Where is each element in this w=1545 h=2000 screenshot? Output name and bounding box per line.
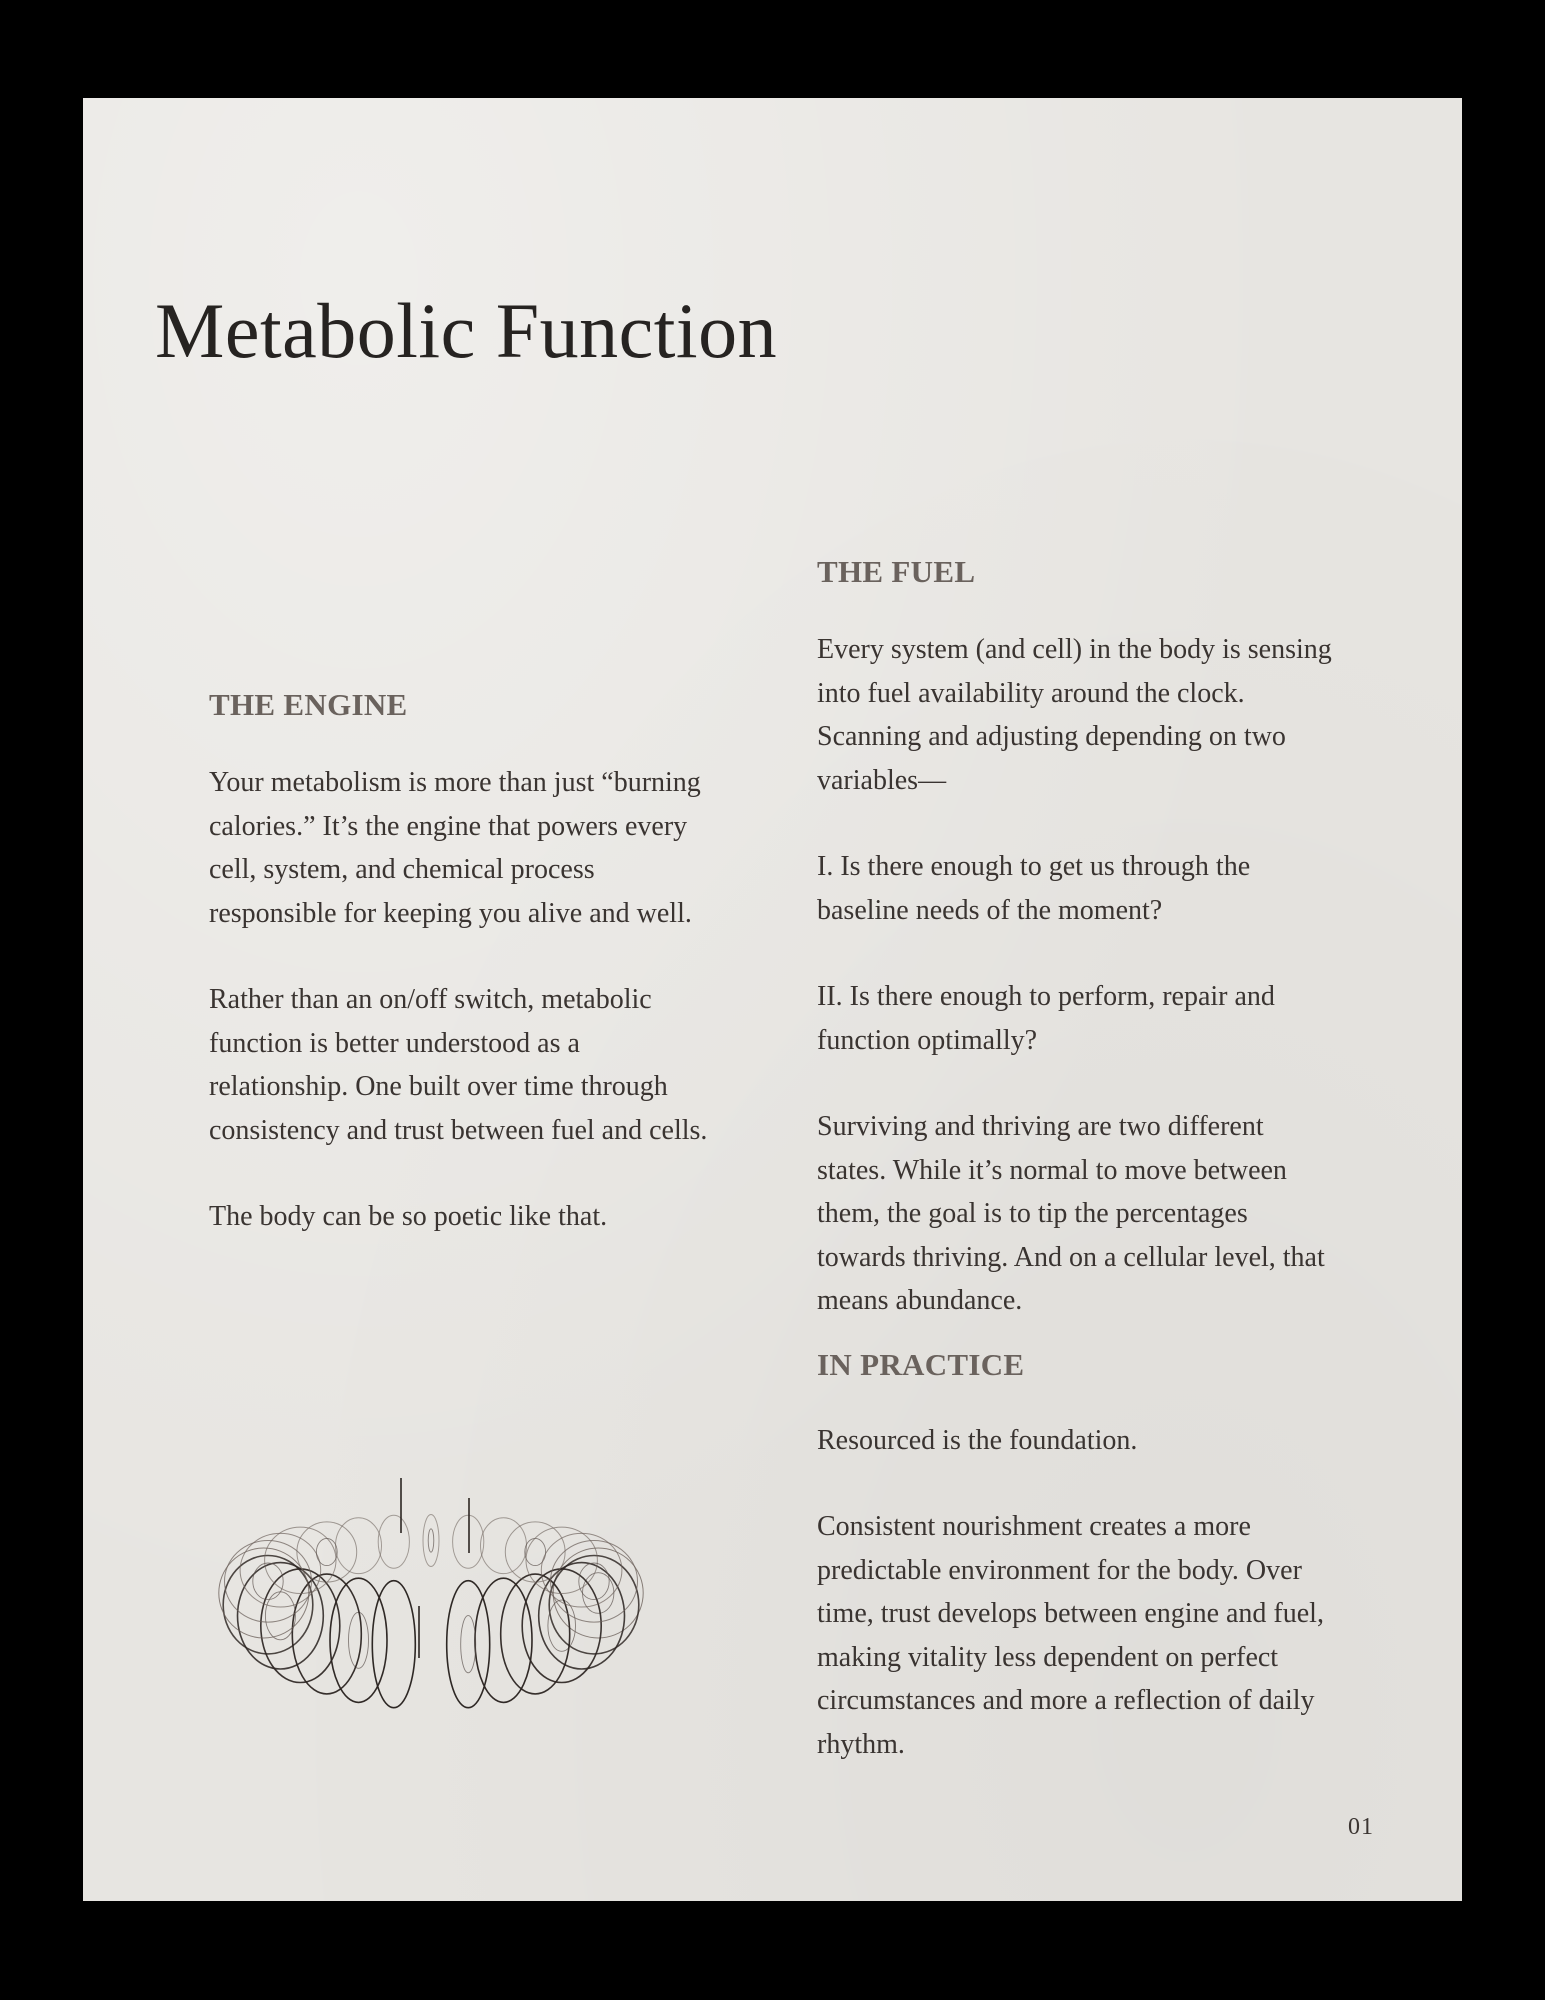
practice-heading: IN PRACTICE — [817, 1346, 1025, 1382]
fuel-paragraph: II. Is there enough to perform, repair and function optimally? — [817, 981, 1275, 1056]
engine-heading: THE ENGINE — [209, 687, 408, 722]
torus-inner-ring — [548, 1600, 576, 1651]
torus-ring — [549, 1556, 639, 1654]
document-page — [83, 98, 1462, 1901]
torus-ring — [297, 1522, 357, 1582]
torus-ring — [505, 1522, 565, 1582]
torus-ring — [501, 1574, 570, 1694]
fuel-paragraph: I. Is there enough to get us through the baseline needs of the moment? — [817, 851, 1251, 926]
page-number: 01 — [1348, 1814, 1374, 1840]
torus-inner-ring — [461, 1616, 476, 1673]
torus-inner-ring — [428, 1529, 434, 1552]
torus-ring — [223, 1556, 313, 1654]
engine-paragraph: Your metabolism is more than just “burning calories.” It’s the engine that powers every cell, system, and chemical process responsible for keeping you alive and well. — [209, 767, 701, 929]
torus-ring — [372, 1581, 415, 1708]
torus-inner-ring — [316, 1538, 337, 1565]
torus-ring — [551, 1541, 638, 1623]
torus-ring — [225, 1541, 312, 1623]
torus-ring — [423, 1515, 439, 1567]
torus-ring — [522, 1569, 601, 1683]
torus-ring — [261, 1569, 340, 1683]
engine-paragraph: Rather than an on/off switch, metabolic function is better understood as a relationship. One built over time through consistency and trust between fuel and cells. — [209, 984, 708, 1146]
engine-section — [209, 686, 709, 1282]
fuel-practice-section — [817, 553, 1337, 1809]
fuel-paragraph: Every system (and cell) in the body is sensing into fuel availability around the clock. Scanning and adjusting depending on two variables— — [817, 634, 1332, 796]
torus-ring — [539, 1563, 625, 1669]
practice-paragraph: Resourced is the foundation. — [817, 1424, 1138, 1456]
fuel-paragraph: Surviving and thriving are two different states. While it’s normal to move between them, the goal is to tip the percentages towards thriving. And on a cellular level, that means abundance. — [817, 1111, 1325, 1317]
page-title: Metabolic Function — [155, 287, 778, 374]
torus-ring — [292, 1574, 361, 1694]
practice-paragraph: Consistent nourishment creates a more predictable environment for the body. Over time, trust develops between engine and fuel, making vitality less dependent on perfect circumstances and more a reflection of daily rhythm. — [817, 1511, 1324, 1760]
torus-ring — [238, 1563, 324, 1669]
torus-ring — [378, 1515, 409, 1568]
fuel-heading: THE FUEL — [817, 554, 976, 589]
torus-ring — [447, 1581, 490, 1708]
torus-rings-sketch-icon — [201, 1458, 661, 1758]
torus-ring — [336, 1518, 382, 1574]
engine-paragraph: The body can be so poetic like that. — [209, 1201, 608, 1233]
